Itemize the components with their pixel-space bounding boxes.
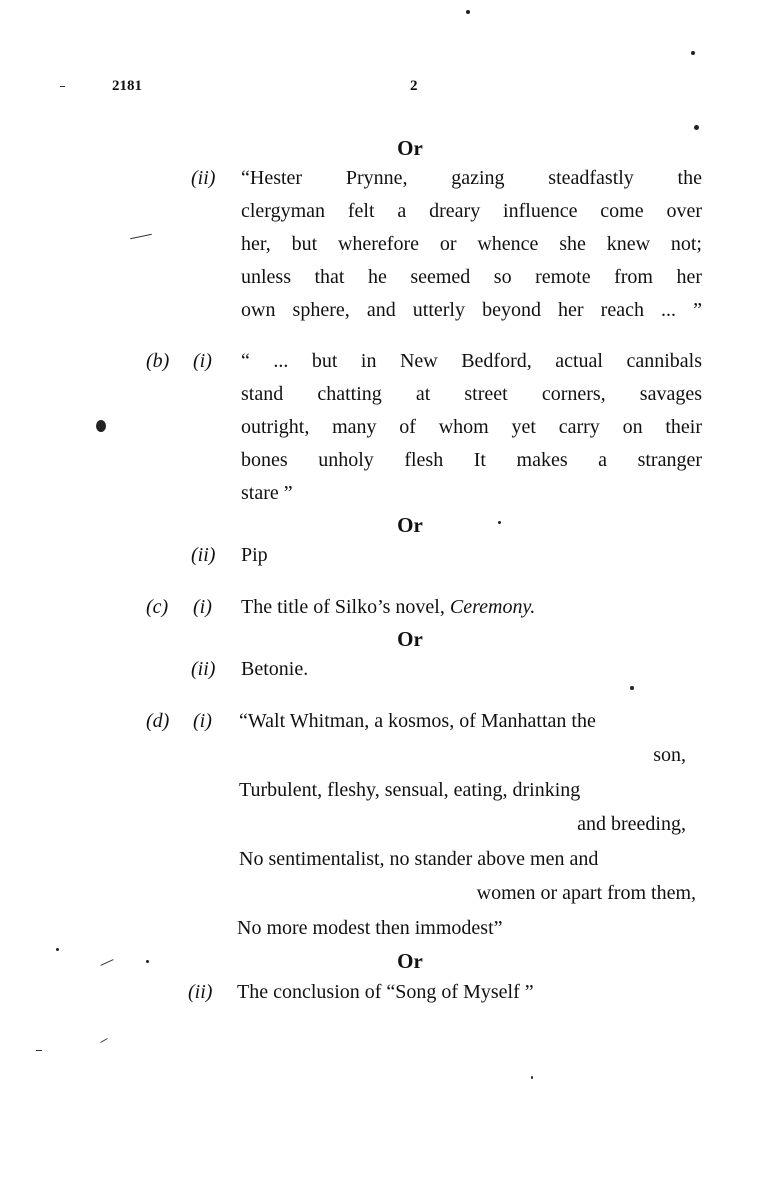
scan-speck xyxy=(146,960,149,963)
poem-line: No sentimentalist, no stander above men and xyxy=(239,848,599,870)
option-label-ii: (ii) xyxy=(188,981,213,1003)
scan-mark xyxy=(100,1038,107,1043)
scan-mark xyxy=(100,959,113,966)
option-label-ii: (ii) xyxy=(191,544,216,566)
scan-speck xyxy=(691,51,695,55)
passage-line: unless that he seemed so remote from her xyxy=(241,266,702,288)
scan-speck xyxy=(36,1050,42,1051)
scan-speck xyxy=(630,686,634,690)
passage-line: her, but wherefore or whence she knew not; xyxy=(241,233,702,255)
option-text: Pip xyxy=(241,544,268,566)
question-paper-code: 2181 xyxy=(112,78,142,94)
poem-line-continued: women or apart from them, xyxy=(476,882,696,904)
scan-speck xyxy=(56,948,59,951)
option-label-ii: (ii) xyxy=(191,167,216,189)
passage-line: own sphere, and utterly beyond her reach ... ” xyxy=(241,299,702,321)
or-separator: Or xyxy=(397,949,423,973)
option-text: Betonie. xyxy=(241,658,309,680)
poem-line-continued: and breeding, xyxy=(577,813,686,835)
passage-line: stand chatting at street corners, savages xyxy=(241,383,702,405)
option-label-ii: (ii) xyxy=(191,658,216,680)
or-separator: Or xyxy=(397,627,423,651)
question-label-b: (b) xyxy=(146,350,170,372)
option-label-i: (i) xyxy=(193,710,212,732)
question-label-d: (d) xyxy=(146,710,170,732)
passage-line: “Hester Prynne, gazing steadfastly the xyxy=(241,167,702,189)
scan-speck xyxy=(498,521,501,524)
option-text xyxy=(241,596,702,619)
option-text-plain: The title of Silko’s novel, xyxy=(241,596,450,618)
scan-speck xyxy=(694,125,699,130)
question-label-c: (c) xyxy=(146,596,169,618)
or-separator: Or xyxy=(397,513,423,537)
passage-line: bones unholy flesh It makes a stranger xyxy=(241,449,702,471)
option-label-i: (i) xyxy=(193,596,212,618)
poem-line: No more modest then immodest” xyxy=(237,917,503,939)
option-label-i: (i) xyxy=(193,350,212,372)
passage-line: outright, many of whom yet carry on their xyxy=(241,416,702,438)
scan-speck xyxy=(466,10,470,14)
scan-mark xyxy=(130,234,152,240)
page-number: 2 xyxy=(410,78,418,94)
poem-line: “Walt Whitman, a kosmos, of Manhattan the xyxy=(239,710,596,732)
passage-line: “ ... but in New Bedford, actual cannibals xyxy=(241,350,702,372)
scan-blot xyxy=(96,420,106,432)
passage-line: clergyman felt a dreary influence come over xyxy=(241,200,702,222)
poem-line-continued: son, xyxy=(653,744,686,766)
option-text: The conclusion of “Song of Myself ” xyxy=(237,981,534,1003)
or-separator: Or xyxy=(397,136,423,160)
passage-line: stare ” xyxy=(241,482,293,504)
novel-title: Ceremony. xyxy=(449,596,536,618)
scan-speck xyxy=(531,1076,533,1079)
scan-speck xyxy=(60,86,65,87)
poem-line: Turbulent, fleshy, sensual, eating, drinking xyxy=(239,779,581,801)
